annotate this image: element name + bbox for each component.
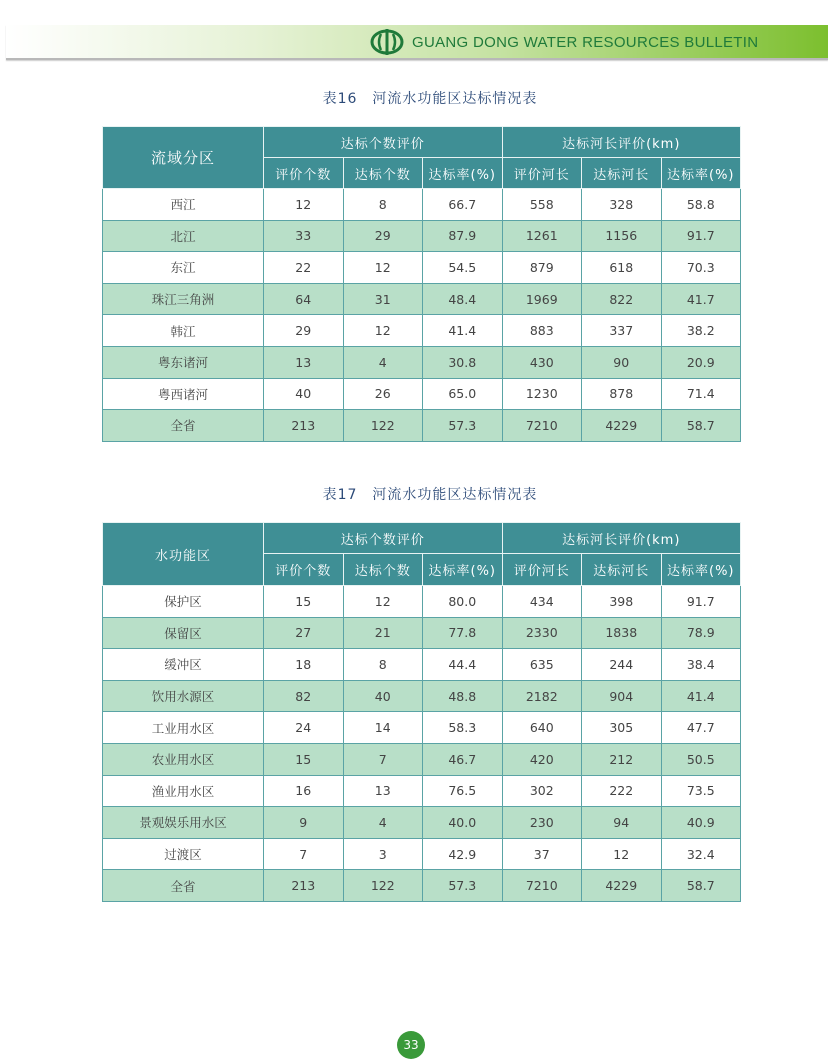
header-first: 水功能区 bbox=[103, 523, 264, 586]
table16 bbox=[102, 126, 741, 442]
table-cell: 77.8 bbox=[423, 617, 503, 649]
header-group-length: 达标河长评价(km) bbox=[502, 523, 741, 554]
table-cell: 47.7 bbox=[661, 712, 741, 744]
table-cell: 41.7 bbox=[661, 283, 741, 315]
table-cell: 15 bbox=[264, 586, 344, 618]
table-cell: 57.3 bbox=[423, 870, 503, 902]
table-cell: 7 bbox=[343, 743, 423, 775]
table-cell: 12 bbox=[582, 838, 662, 870]
table-cell: 37 bbox=[502, 838, 582, 870]
table-cell: 12 bbox=[343, 315, 423, 347]
table-row bbox=[103, 410, 741, 442]
table-cell: 26 bbox=[343, 378, 423, 410]
table-cell: 618 bbox=[582, 252, 662, 284]
table-cell: 87.9 bbox=[423, 220, 503, 252]
table-cell: 1261 bbox=[502, 220, 582, 252]
table-row bbox=[103, 649, 741, 681]
table-cell: 76.5 bbox=[423, 775, 503, 807]
table-cell: 4229 bbox=[582, 410, 662, 442]
row-label: 全省 bbox=[103, 870, 264, 902]
header-title: GUANG DONG WATER RESOURCES BULLETIN bbox=[412, 33, 759, 51]
table-cell: 420 bbox=[502, 743, 582, 775]
table-cell: 4 bbox=[343, 346, 423, 378]
table-cell: 640 bbox=[502, 712, 582, 744]
subheader-cell: 达标率(%) bbox=[423, 554, 503, 586]
table-cell: 230 bbox=[502, 807, 582, 839]
table-cell: 41.4 bbox=[423, 315, 503, 347]
table-row bbox=[103, 346, 741, 378]
table-cell: 66.7 bbox=[423, 189, 503, 221]
table-cell: 57.3 bbox=[423, 410, 503, 442]
table-cell: 2330 bbox=[502, 617, 582, 649]
table-cell: 90 bbox=[582, 346, 662, 378]
table-cell: 12 bbox=[343, 252, 423, 284]
table-cell: 398 bbox=[582, 586, 662, 618]
table-cell: 7210 bbox=[502, 410, 582, 442]
subheader-cell: 评价个数 bbox=[264, 158, 344, 189]
row-label: 西江 bbox=[103, 189, 264, 221]
table-cell: 337 bbox=[582, 315, 662, 347]
table-cell: 8 bbox=[343, 189, 423, 221]
table-cell: 8 bbox=[343, 649, 423, 681]
table-cell: 50.5 bbox=[661, 743, 741, 775]
subheader-cell: 评价个数 bbox=[264, 554, 344, 586]
header-brand bbox=[370, 27, 758, 57]
table16-title: 表16 河流水功能区达标情况表 bbox=[322, 91, 538, 107]
table-row bbox=[103, 220, 741, 252]
row-label: 景观娱乐用水区 bbox=[103, 807, 264, 839]
table-cell: 71.4 bbox=[661, 378, 741, 410]
table-cell: 1969 bbox=[502, 283, 582, 315]
table-cell: 32.4 bbox=[661, 838, 741, 870]
subheader-cell: 评价河长 bbox=[502, 158, 582, 189]
row-label: 渔业用水区 bbox=[103, 775, 264, 807]
table-row bbox=[103, 586, 741, 618]
table-cell: 48.8 bbox=[423, 680, 503, 712]
table-cell: 7 bbox=[264, 838, 344, 870]
table-cell: 48.4 bbox=[423, 283, 503, 315]
table-cell: 122 bbox=[343, 410, 423, 442]
table-cell: 883 bbox=[502, 315, 582, 347]
table-cell: 222 bbox=[582, 775, 662, 807]
table-cell: 54.5 bbox=[423, 252, 503, 284]
row-label: 粤东诸河 bbox=[103, 346, 264, 378]
table-row bbox=[103, 870, 741, 902]
row-label: 保留区 bbox=[103, 617, 264, 649]
table-cell: 212 bbox=[582, 743, 662, 775]
table-cell: 82 bbox=[264, 680, 344, 712]
table-cell: 213 bbox=[264, 410, 344, 442]
row-label: 过渡区 bbox=[103, 838, 264, 870]
table-cell: 29 bbox=[343, 220, 423, 252]
table-cell: 73.5 bbox=[661, 775, 741, 807]
subheader-cell: 达标率(%) bbox=[661, 554, 741, 586]
header-first: 流域分区 bbox=[103, 127, 264, 189]
table-cell: 80.0 bbox=[423, 586, 503, 618]
table-cell: 4 bbox=[343, 807, 423, 839]
table-cell: 58.3 bbox=[423, 712, 503, 744]
table-cell: 14 bbox=[343, 712, 423, 744]
table-row bbox=[103, 283, 741, 315]
table-cell: 40 bbox=[343, 680, 423, 712]
table-cell: 24 bbox=[264, 712, 344, 744]
subheader-cell: 评价河长 bbox=[502, 554, 582, 586]
page-number: 33 bbox=[397, 1031, 425, 1059]
table-cell: 244 bbox=[582, 649, 662, 681]
row-label: 缓冲区 bbox=[103, 649, 264, 681]
row-label: 保护区 bbox=[103, 586, 264, 618]
table-cell: 9 bbox=[264, 807, 344, 839]
table-cell: 16 bbox=[264, 775, 344, 807]
table-cell: 878 bbox=[582, 378, 662, 410]
header-group-count: 达标个数评价 bbox=[264, 523, 503, 554]
table-cell: 42.9 bbox=[423, 838, 503, 870]
table-cell: 4229 bbox=[582, 870, 662, 902]
table-cell: 91.7 bbox=[661, 586, 741, 618]
table-cell: 18 bbox=[264, 649, 344, 681]
table-cell: 302 bbox=[502, 775, 582, 807]
row-label: 粤西诸河 bbox=[103, 378, 264, 410]
subheader-cell: 达标个数 bbox=[343, 554, 423, 586]
table-cell: 91.7 bbox=[661, 220, 741, 252]
table-cell: 21 bbox=[343, 617, 423, 649]
table-cell: 13 bbox=[343, 775, 423, 807]
table-row bbox=[103, 315, 741, 347]
table-cell: 65.0 bbox=[423, 378, 503, 410]
table-row bbox=[103, 680, 741, 712]
row-label: 韩江 bbox=[103, 315, 264, 347]
table-cell: 558 bbox=[502, 189, 582, 221]
table-cell: 7210 bbox=[502, 870, 582, 902]
table-cell: 64 bbox=[264, 283, 344, 315]
table-cell: 12 bbox=[264, 189, 344, 221]
table-cell: 904 bbox=[582, 680, 662, 712]
header-group-count: 达标个数评价 bbox=[264, 127, 503, 158]
table-row bbox=[103, 189, 741, 221]
table-cell: 1838 bbox=[582, 617, 662, 649]
table-cell: 20.9 bbox=[661, 346, 741, 378]
table-cell: 31 bbox=[343, 283, 423, 315]
table-cell: 2182 bbox=[502, 680, 582, 712]
table-cell: 44.4 bbox=[423, 649, 503, 681]
subheader-cell: 达标河长 bbox=[582, 554, 662, 586]
table-cell: 38.2 bbox=[661, 315, 741, 347]
table-cell: 33 bbox=[264, 220, 344, 252]
table-row bbox=[103, 838, 741, 870]
row-label: 北江 bbox=[103, 220, 264, 252]
row-label: 东江 bbox=[103, 252, 264, 284]
table-row bbox=[103, 807, 741, 839]
header-group-length: 达标河长评价(km) bbox=[502, 127, 741, 158]
table-row bbox=[103, 378, 741, 410]
table-cell: 434 bbox=[502, 586, 582, 618]
table-cell: 27 bbox=[264, 617, 344, 649]
table-cell: 3 bbox=[343, 838, 423, 870]
table17 bbox=[102, 522, 741, 902]
row-label: 饮用水源区 bbox=[103, 680, 264, 712]
table-cell: 879 bbox=[502, 252, 582, 284]
table-cell: 1230 bbox=[502, 378, 582, 410]
table-row bbox=[103, 775, 741, 807]
table-cell: 13 bbox=[264, 346, 344, 378]
table-cell: 41.4 bbox=[661, 680, 741, 712]
table-cell: 29 bbox=[264, 315, 344, 347]
subheader-cell: 达标个数 bbox=[343, 158, 423, 189]
table-cell: 213 bbox=[264, 870, 344, 902]
table-cell: 40.9 bbox=[661, 807, 741, 839]
table-cell: 328 bbox=[582, 189, 662, 221]
table-cell: 38.4 bbox=[661, 649, 741, 681]
table-cell: 22 bbox=[264, 252, 344, 284]
table-cell: 40.0 bbox=[423, 807, 503, 839]
table-cell: 1156 bbox=[582, 220, 662, 252]
subheader-cell: 达标率(%) bbox=[423, 158, 503, 189]
table-cell: 305 bbox=[582, 712, 662, 744]
table-row bbox=[103, 712, 741, 744]
table-cell: 40 bbox=[264, 378, 344, 410]
table-cell: 122 bbox=[343, 870, 423, 902]
table-cell: 94 bbox=[582, 807, 662, 839]
table-cell: 58.7 bbox=[661, 870, 741, 902]
subheader-cell: 达标率(%) bbox=[661, 158, 741, 189]
table-cell: 635 bbox=[502, 649, 582, 681]
table-row bbox=[103, 617, 741, 649]
table-cell: 78.9 bbox=[661, 617, 741, 649]
row-label: 工业用水区 bbox=[103, 712, 264, 744]
table-cell: 430 bbox=[502, 346, 582, 378]
table-cell: 70.3 bbox=[661, 252, 741, 284]
table-cell: 12 bbox=[343, 586, 423, 618]
row-label: 农业用水区 bbox=[103, 743, 264, 775]
table-row bbox=[103, 743, 741, 775]
table17-title: 表17 河流水功能区达标情况表 bbox=[322, 487, 538, 503]
table-cell: 58.7 bbox=[661, 410, 741, 442]
bulletin-logo-icon bbox=[370, 29, 404, 55]
table-cell: 15 bbox=[264, 743, 344, 775]
subheader-cell: 达标河长 bbox=[582, 158, 662, 189]
table-cell: 30.8 bbox=[423, 346, 503, 378]
row-label: 全省 bbox=[103, 410, 264, 442]
table-cell: 822 bbox=[582, 283, 662, 315]
table-cell: 46.7 bbox=[423, 743, 503, 775]
table-row bbox=[103, 252, 741, 284]
table-cell: 58.8 bbox=[661, 189, 741, 221]
row-label: 珠江三角洲 bbox=[103, 283, 264, 315]
